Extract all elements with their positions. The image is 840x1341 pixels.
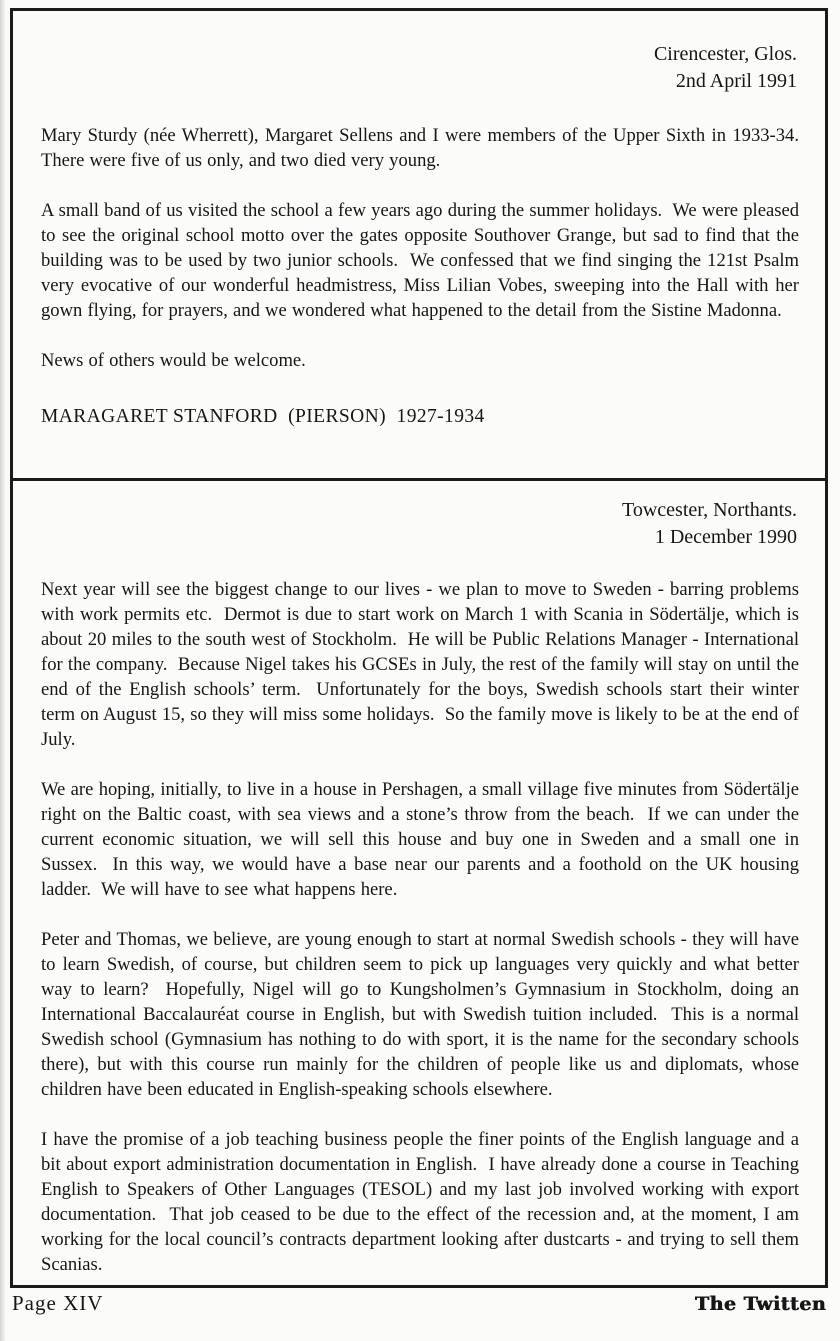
letter-place: Cirencester, Glos. [653,43,797,65]
letter-date: 2nd April 1991 [675,70,797,92]
letter-cirencester [13,11,825,478]
letter-towcester [13,481,825,1285]
letter-place: Towcester, Northants. [622,499,797,521]
letter-paragraph: Peter and Thomas, we believe, are young enough to start at normal Swedish schools - they will have to learn Swedish, of course, but children seem to pick up languages very quickly and what better way to learn? Hopefully, Nigel will go to Kungsholmen’s Gymnasium in Stockholm, doing an International Baccalauréat course in English, but with Swedish tuition included. This is a normal Swedish school (Gymnasium has nothing to do with sport, it is the name for the secondary schools there), but with this course run mainly for the children of people like us and diplomats, whose children have been educated in English-speaking schools elsewhere. [41,929,805,1100]
page-number-label: Page XIV [12,1291,104,1315]
letter-heading [41,41,799,95]
letter-paragraph: News of others would be welcome. [41,350,306,371]
letter-signature: MARAGARET STANFORD (PIERSON) 1927-1934 [41,406,485,427]
letter-paragraph: Next year will see the biggest change to our lives - we plan to move to Sweden - barring problems with work permits etc. Dermot is due to start work on March 1 with Scania in Södertälje, which is about 20 miles to the south west of Stockholm. He will be Public Relations Manager - International for the company. Because Nigel takes his GCSEs in July, the rest of the family will stay on until the end of the English schools’ term. Unfortunately for the boys, Swedish schools start their winter term on August 15, so they will miss some holidays. So the family move is likely to be at the end of July. [41,579,805,750]
letter-date: 1 December 1990 [654,526,797,548]
letters-border-frame [10,8,828,1288]
page-footer [10,1291,828,1316]
letter-heading [41,497,799,551]
letter-paragraph: A small band of us visited the school a few years ago during the summer holidays. We were pleased to see the original school motto over the gates opposite Southover Grange, but sad to find that the building was to be used by two junior schools. We confessed that we find singing the 121st Psalm very evocative of our wonderful headmistress, Miss Lilian Vobes, sweeping into the Hall with her gown flying, for prayers, and we wondered what happened to the detail from the Sistine Madonna. [41,200,805,321]
letter-paragraph: I have the promise of a job teaching business people the finer points of the English language and a bit about export administration documentation in English. I have already done a course in Teaching English to Speakers of Other Languages (TESOL) and my last job involved working with export documentation. That job ceased to be due to the effect of the recession and, at the moment, I am working for the local council’s contracts department looking after dustcarts - and trying to sell them Scanias. [41,1129,805,1275]
letter-paragraph: We are hoping, initially, to live in a house in Pershagen, a small village five minutes from Södertälje right on the Baltic coast, with sea views and a stone’s throw from the beach. If we can under the current economic situation, we will sell this house and buy one in Sweden and a small one in Sussex. In this way, we would have a base near our parents and a foothold on the UK housing ladder. We will have to see what happens here. [41,779,805,900]
letter-paragraph: Mary Sturdy (née Wherrett), Margaret Sellens and I were members of the Upper Sixth in 1933-34. There were five of us only, and two died very young. [41,125,810,171]
newsletter-masthead: The Twitten [694,1293,826,1315]
